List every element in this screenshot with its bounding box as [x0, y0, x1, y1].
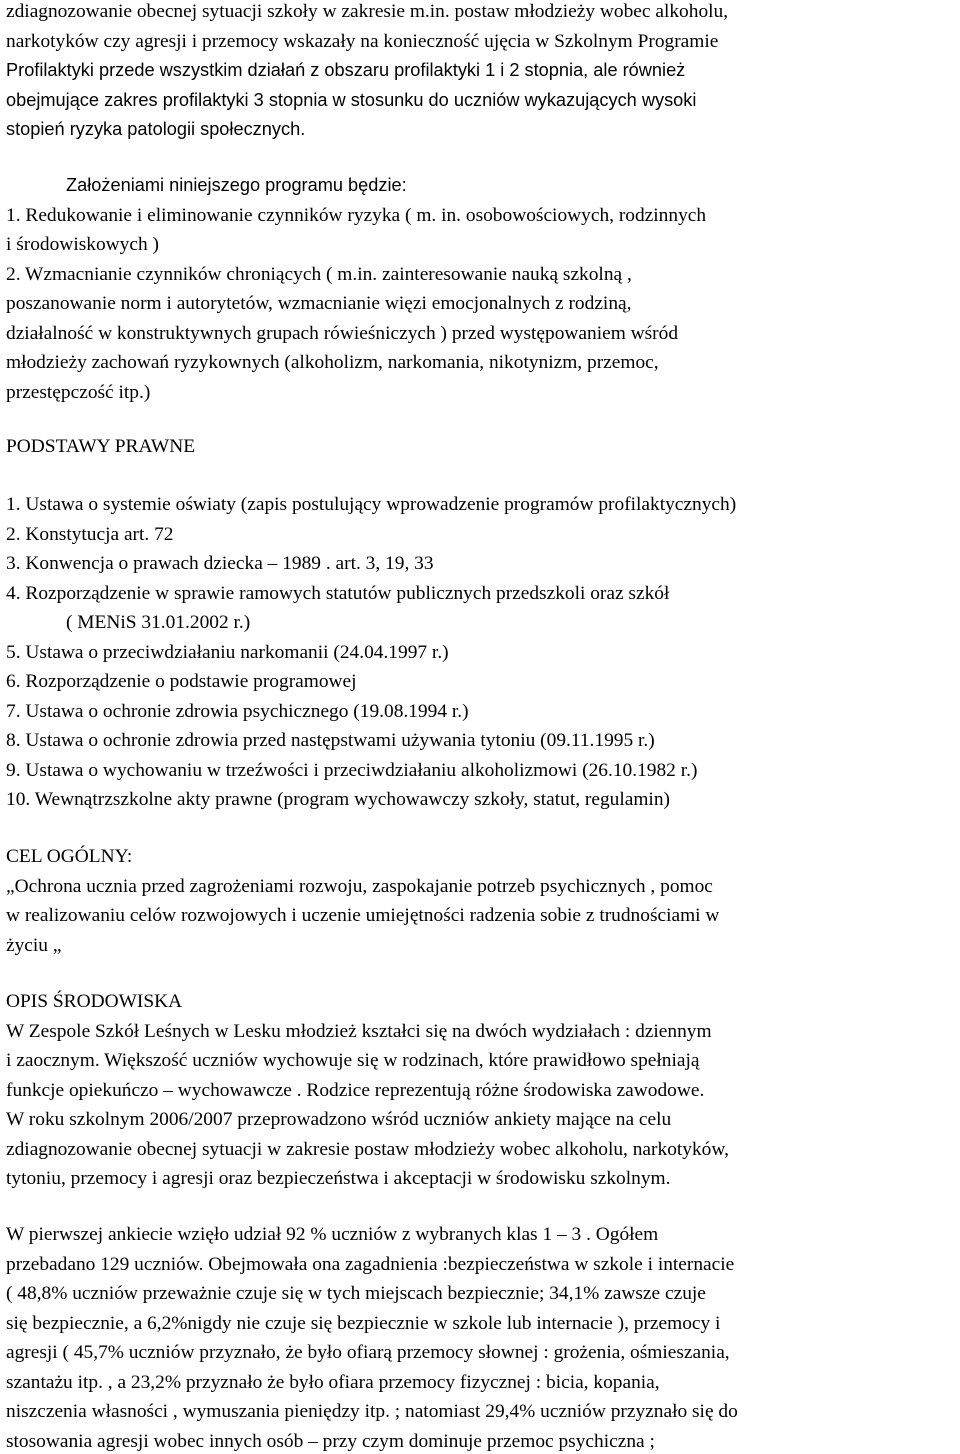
intro-line: narkotyków czy agresji i przemocy wskazały na konieczność ujęcia w Szkolnym Programie — [6, 30, 719, 52]
environment-section — [6, 987, 729, 1194]
survey-section — [6, 1220, 738, 1453]
goal-heading: CEL OGÓLNY: — [6, 846, 133, 867]
legal-item: 3. Konwencja o prawach dziecka – 1989 . art. 3, 19, 33 — [6, 553, 434, 574]
legal-heading: PODSTAWY PRAWNE — [6, 436, 196, 457]
environment-line: i zaocznym. Większość uczniów wychowuje się w rodzinach, które prawidłowo spełniają — [6, 1050, 700, 1071]
legal-section — [6, 432, 195, 462]
legal-list — [6, 490, 736, 815]
assumptions-line: 2. Wzmacnianie czynników chroniących ( m.in. zainteresowanie nauką szkolną , — [6, 263, 632, 285]
assumptions-line: i środowiskowych ) — [6, 234, 159, 255]
assumptions-section — [6, 171, 706, 407]
survey-line: się bezpiecznie, a 6,2%nigdy nie czuje się bezpiecznie w szkole lub internacie ), przemocy i — [6, 1312, 721, 1334]
legal-item: ( MENiS 31.01.2002 r.) — [66, 612, 251, 633]
legal-item: 4. Rozporządzenie w sprawie ramowych statutów publicznych przedszkoli oraz szkół — [6, 582, 670, 604]
survey-line: niszczenia własności , wymuszania pieniędzy itp. ; natomiast 29,4% uczniów przyznało się do — [6, 1401, 738, 1422]
legal-item: 9. Ustawa o wychowaniu w trzeźwości i przeciwdziałaniu alkoholizmowi (26.10.1982 r.) — [6, 759, 698, 781]
goal-line: „Ochrona ucznia przed zagrożeniami rozwoju, zaspokajanie potrzeb psychicznych , pomoc — [6, 875, 713, 897]
legal-item: 6. Rozporządzenie o podstawie programowej — [6, 671, 357, 692]
survey-line: agresji ( 45,7% uczniów przyznało, że było ofiarą przemocy słownej : grożenia, ośmieszania, — [6, 1342, 730, 1363]
legal-item: 1. Ustawa o systemie oświaty (zapis postulujący wprowadzenie programów profilaktycznych) — [6, 494, 737, 515]
environment-line: W roku szkolnym 2006/2007 przeprowadzono wśród uczniów ankiety mające na celu — [6, 1109, 672, 1130]
environment-line: zdiagnozowanie obecnej sytuacji w zakresie postaw młodzieży wobec alkoholu, narkotyków, — [6, 1138, 729, 1160]
legal-item: 7. Ustawa o ochronie zdrowia psychicznego (19.08.1994 r.) — [6, 700, 469, 722]
survey-line: W pierwszej ankiecie wzięło udział 92 % uczniów z wybranych klas 1 – 3 . Ogółem — [6, 1224, 659, 1245]
legal-item: 2. Konstytucja art. 72 — [6, 523, 174, 545]
assumptions-line: młodzieży zachowań ryzykownych (alkoholizm, narkomania, nikotynizm, przemoc, — [6, 352, 659, 373]
environment-line: tytoniu, przemocy i agresji oraz bezpieczeństwa i akceptacji w środowisku szkolnym. — [6, 1168, 671, 1189]
assumptions-line: przestępczość itp.) — [6, 381, 151, 403]
intro-line: obejmujące zakres profilaktyki 3 stopnia w stosunku do uczniów wykazujących wysoki — [6, 89, 697, 110]
assumptions-line: poszanowanie norm i autorytetów, wzmacnianie więzi emocjonalnych z rodziną, — [6, 293, 632, 314]
survey-line: szantażu itp. , a 23,2% przyznało że było ofiara przemocy fizycznej : bicia, kopania, — [6, 1371, 660, 1393]
goal-line: życiu „ — [6, 934, 62, 956]
intro-line: Profilaktyki przede wszystkim działań z obszaru profilaktyki 1 i 2 stopnia, ale również — [6, 60, 686, 80]
environment-line: funkcje opiekuńczo – wychowawcze . Rodzice reprezentują różne środowiska zawodowe. — [6, 1079, 705, 1101]
assumptions-heading: Założeniami niniejszego programu będzie: — [66, 175, 407, 195]
goal-line: w realizowaniu celów rozwojowych i uczenie umiejętności radzenia sobie z trudnościami w — [6, 905, 720, 926]
intro-line: zdiagnozowanie obecnej sytuacji szkoły w zakresie m.in. postaw młodzieży wobec alkoholu, — [6, 1, 729, 22]
assumptions-line: działalność w konstruktywnych grupach rówieśniczych ) przed występowaniem wśród — [6, 322, 679, 344]
legal-item: 8. Ustawa o ochronie zdrowia przed następstwami używania tytoniu (09.11.1995 r.) — [6, 730, 655, 751]
assumptions-line: 1. Redukowanie i eliminowanie czynników ryzyka ( m. in. osobowościowych, rodzinnych — [6, 204, 707, 226]
environment-heading: OPIS ŚRODOWISKA — [6, 991, 183, 1012]
intro-line: stopień ryzyka patologii społecznych. — [6, 119, 306, 139]
intro-paragraph — [6, 0, 728, 145]
environment-line: W Zespole Szkół Leśnych w Lesku młodzież kształci się na dwóch wydziałach : dziennym — [6, 1020, 712, 1042]
legal-item: 10. Wewnątrzszkolne akty prawne (program wychowawczy szkoły, statut, regulamin) — [6, 789, 670, 810]
survey-line: przebadano 129 uczniów. Obejmowała ona zagadnienia :bezpieczeństwa w szkole i internacie — [6, 1253, 735, 1275]
survey-line: ( 48,8% uczniów przeważnie czuje się w tych miejscach bezpiecznie; 34,1% zawsze czuje — [6, 1283, 706, 1304]
goal-section — [6, 842, 719, 960]
survey-line: stosowania agresji wobec innych osób – przy czym dominuje przemoc psychiczna ; — [6, 1430, 655, 1452]
legal-item: 5. Ustawa o przeciwdziałaniu narkomanii (24.04.1997 r.) — [6, 641, 449, 663]
